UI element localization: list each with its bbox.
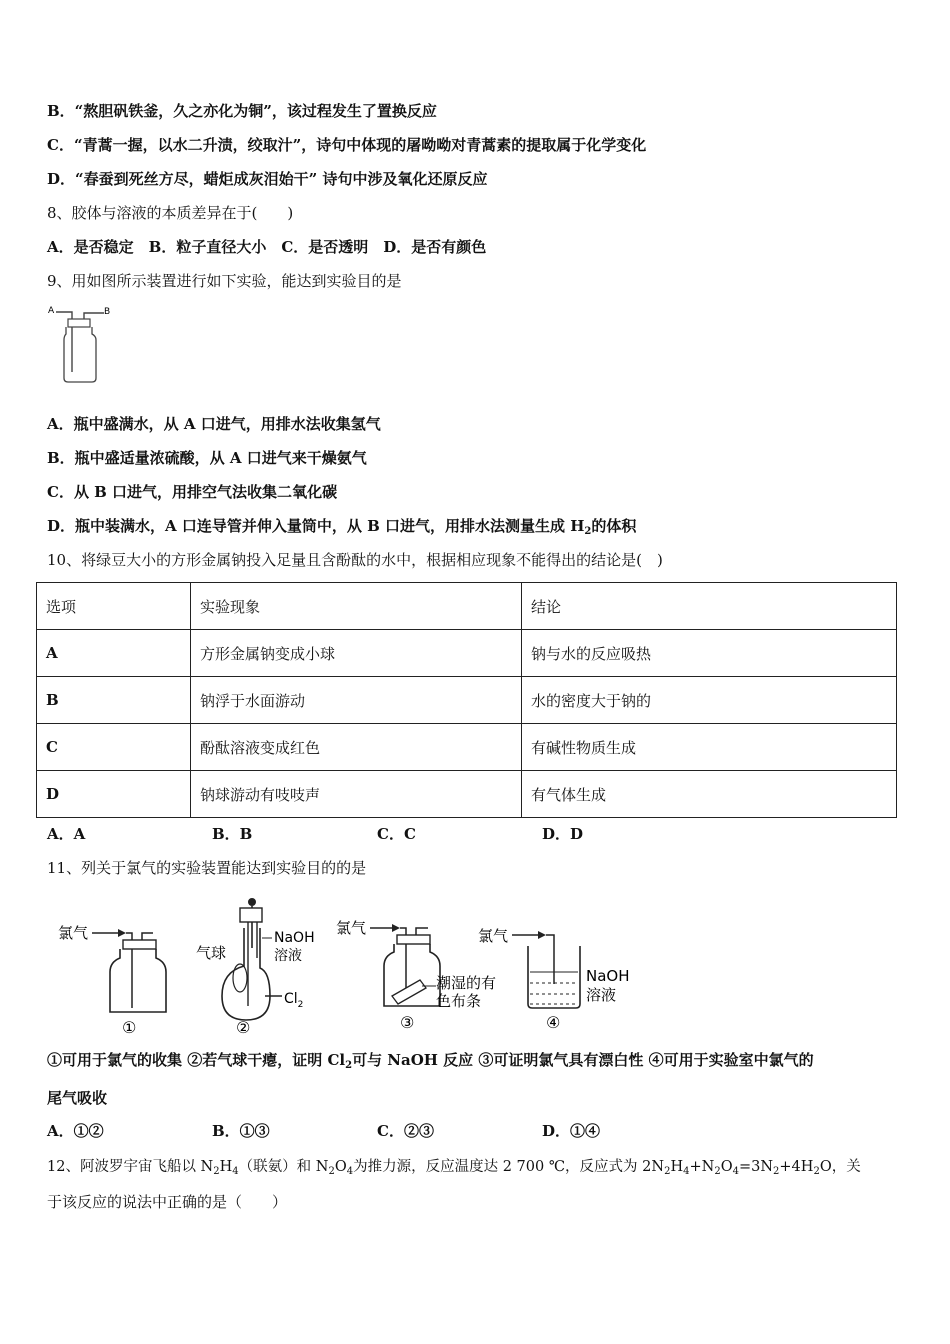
q12-seg: H [219,1159,233,1175]
q12-seg: H [670,1159,684,1175]
q12-sub: 2 [773,1166,780,1177]
question9-bottle-figure [46,302,116,387]
fig11-number-4: ④ [546,1013,561,1032]
fig11-balloon-label: 气球 [196,944,227,962]
table-cell: 有碱性物质生成 [522,724,897,771]
q11-desc-post: 可与 NaOH 反应 ③可证明氯气具有漂白性 ④可用于实验室中氯气的 [352,1051,814,1069]
q12-sub: 4 [683,1166,690,1177]
fig11-wet-label-2: 色布条 [436,992,482,1010]
table-header-cell: 选项 [37,583,191,630]
table-cell: 有气体生成 [522,771,897,818]
table-cell: 钠球游动有吱吱声 [191,771,522,818]
question11-description-line1 [47,1050,814,1076]
fig11-wet-label-1: 潮湿的有 [436,974,497,992]
table-row [37,630,897,677]
q12-seg: 为推力源，反应温度达 2 700 ℃，反应式为 2N [353,1159,665,1175]
q9d-sub: 2 [584,526,592,537]
question11-apparatus-figure [50,888,650,1038]
question9-option-c: C．从 B 口进气，用排空气法收集二氧化碳 [47,483,338,501]
q12-sub: 4 [346,1166,354,1177]
answer-choice: C．C [377,825,416,843]
question10-table [36,582,897,818]
q12-seg: O [720,1159,733,1175]
question9-option-a: A．瓶中盛满水，从 A 口进气，用排水法收集氢气 [47,415,381,433]
q12-seg: +4H [779,1159,814,1175]
q12-sub: 2 [664,1166,671,1177]
q11-desc-sub: 2 [345,1060,353,1071]
q9d-post: 的体积 [591,517,637,535]
q12-sub: 2 [813,1166,820,1177]
table-row [37,677,897,724]
table-cell: D [37,771,191,818]
answer-choice: A．A [47,825,86,843]
question7-option-b: B．“熬胆矾铁釜，久之亦化为铜”，该过程发生了置换反应 [47,102,437,120]
table-row [37,771,897,818]
answer-choice: D．①④ [542,1122,601,1140]
question12-stem-line1 [47,1157,861,1182]
question11-description-line2: 尾气吸收 [47,1089,108,1107]
fig11-solution-label-2: 溶液 [274,948,302,964]
table-row [37,724,897,771]
table-header-cell: 实验现象 [191,583,522,630]
table-cell: 钠浮于水面游动 [191,677,522,724]
fig11-solution-label-4: 溶液 [586,986,617,1004]
answer-choice: C．②③ [377,1122,434,1140]
table-cell: C [37,724,191,771]
fig9-label-a: A [48,306,55,316]
question7-option-d: D．“春蚕到死丝方尽，蜡炬成灰泪始干” 诗句中涉及氧化还原反应 [47,170,488,188]
fig11-naoh-label-4: NaOH [586,967,630,985]
q12-sub: 2 [213,1166,220,1177]
table-cell: 钠与水的反应吸热 [522,630,897,677]
table-cell: A [37,630,191,677]
table-header-row [37,583,897,630]
q12-seg: （联氨）和 N [238,1159,329,1175]
fig11-gas-label-1: 氯气 [58,924,89,942]
q11-desc-pre: ①可用于氯气的收集 ②若气球干瘪，证明 Cl [47,1051,346,1069]
question7-option-c: C．“青蒿一握，以水二升渍，绞取汁”，诗句中体现的屠呦呦对青蒿素的提取属于化学变化 [47,136,647,154]
question10-stem: 10、将绿豆大小的方形金属钠投入足量且含酚酞的水中，根据相应现象不能得出的结论是( ) [47,551,663,569]
fig11-number-2: ② [236,1018,251,1037]
table-cell: 方形金属钠变成小球 [191,630,522,677]
fig11-cl2-label [284,991,303,1010]
q12-sub: 2 [714,1166,721,1177]
fig9-label-b: B [104,307,111,317]
question9-stem: 9、用如图所示装置进行如下实验，能达到实验目的是 [47,272,402,290]
fig11-gas-label-3: 氯气 [336,919,367,937]
question8-options: A．是否稳定 B．粒子直径大小 C．是否透明 D．是否有颜色 [47,238,487,256]
answer-choice: A．①② [47,1122,104,1140]
fig11-number-1: ① [122,1018,137,1037]
fig11-gas-label-4: 氯气 [478,927,509,945]
q12-seg: +N [689,1159,715,1175]
table-cell: 水的密度大于钠的 [522,677,897,724]
q12-seg: =3N [738,1159,774,1175]
fig11-naoh-label-2: NaOH [274,930,315,946]
fig11-number-3: ③ [400,1013,415,1032]
cl2-sub: 2 [297,1000,304,1010]
q12-seg: 12、阿波罗宇宙飞船以 N [47,1159,214,1175]
q12-sub: 4 [232,1166,239,1177]
q12-seg: O [334,1159,347,1175]
answer-choice: D．D [542,825,584,843]
table-cell: 酚酞溶液变成红色 [191,724,522,771]
question11-stem: 11、列关于氯气的实验装置能达到实验目的的是 [47,859,367,877]
q12-sub: 2 [328,1166,335,1177]
table-cell: B [37,677,191,724]
cl2-text: Cl [284,991,298,1007]
answer-choice: B．①③ [212,1122,270,1140]
table-header-cell: 结论 [522,583,897,630]
question12-stem-line2: 于该反应的说法中正确的是（ ） [47,1193,288,1211]
question8-stem: 8、胶体与溶液的本质差异在于( ) [47,204,294,222]
answer-choice: B．B [212,825,253,843]
question9-option-b: B．瓶中盛适量浓硫酸，从 A 口进气来干燥氨气 [47,449,367,467]
q12-sub: 4 [732,1166,739,1177]
question9-option-d [47,516,636,542]
q12-seg: O，关 [819,1159,861,1175]
q9d-text: D．瓶中装满水，A 口连导管并伸入量筒中，从 B 口进气，用排水法测量生成 H [47,517,585,535]
